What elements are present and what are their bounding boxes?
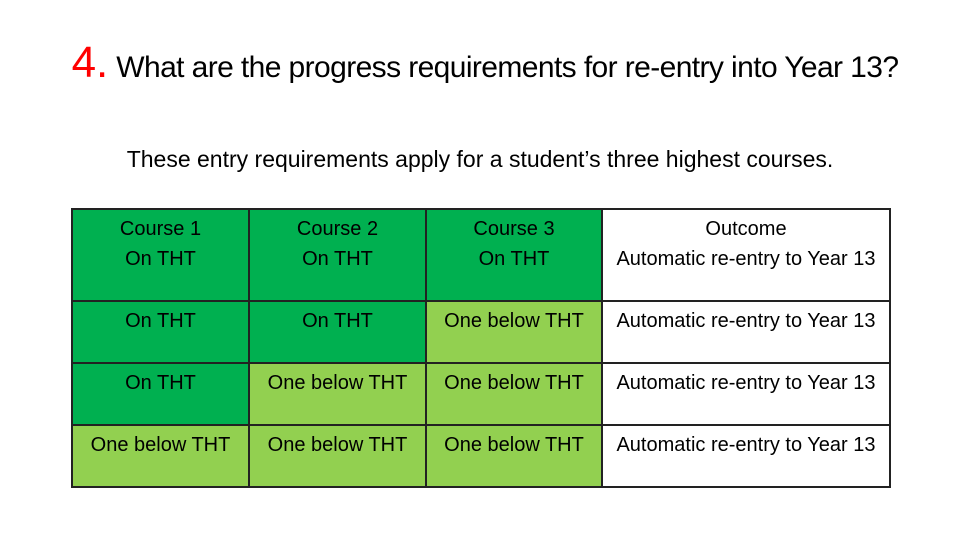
table-row [72, 363, 890, 425]
table-row [72, 301, 890, 363]
subtitle: These entry requirements apply for a student’s three highest courses. [126, 146, 834, 172]
table-row [72, 209, 890, 301]
table-cell-course3: Course 3 On THT [426, 209, 602, 301]
table-cell-course2: One below THT [249, 363, 426, 425]
requirements-table [71, 208, 891, 488]
table-cell-outcome: Automatic re-entry to Year 13 [602, 363, 890, 425]
table-cell-course2: One below THT [249, 425, 426, 487]
table-cell-outcome: Automatic re-entry to Year 13 [602, 425, 890, 487]
table-cell-course2: Course 2 On THT [249, 209, 426, 301]
table-cell-course3: One below THT [426, 425, 602, 487]
table-cell-course2: On THT [249, 301, 426, 363]
table-row [72, 425, 890, 487]
table-cell-outcome: Outcome Automatic re-entry to Year 13 [602, 209, 890, 301]
table-cell-course1: On THT [72, 301, 249, 363]
table-cell-course1: Course 1 On THT [72, 209, 249, 301]
table-cell-course1: One below THT [72, 425, 249, 487]
table-cell-course3: One below THT [426, 301, 602, 363]
table-cell-course1: On THT [72, 363, 249, 425]
question-text: What are the progress requirements for re-entry into Year 13? [116, 51, 899, 84]
page-title [70, 38, 900, 98]
table-cell-course3: One below THT [426, 363, 602, 425]
table-cell-outcome: Automatic re-entry to Year 13 [602, 301, 890, 363]
question-number: 4. [71, 38, 109, 87]
